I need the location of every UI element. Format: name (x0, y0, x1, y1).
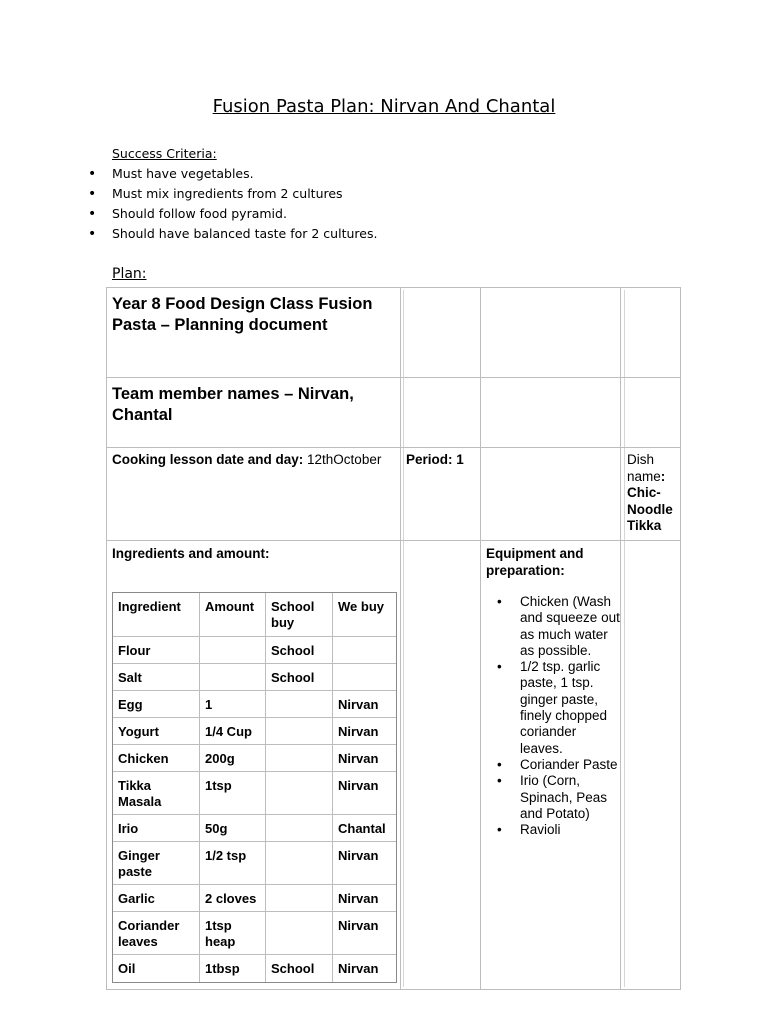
table-cell: 1tbsp (200, 955, 266, 982)
table-cell: 1/4 Cup (200, 718, 266, 745)
equipment-heading: Equipment and preparation: (486, 546, 584, 578)
table-cell: Ginger paste (113, 842, 200, 885)
column-header: We buy (333, 593, 396, 637)
cooking-date-value: 12thOctober (303, 452, 382, 467)
table-row (113, 745, 396, 772)
table-cell (200, 637, 266, 664)
equipment-item: • Coriander Paste (490, 757, 620, 773)
column-divider (624, 290, 625, 987)
table-cell: 1tsp (200, 772, 266, 815)
table-cell (266, 815, 333, 842)
success-criteria-heading: Success Criteria: (112, 146, 217, 161)
period: Period: 1 (406, 452, 464, 467)
table-cell: School (266, 664, 333, 691)
table-cell: 1/2 tsp (200, 842, 266, 885)
criteria-item: • Must have vegetables. (88, 166, 377, 186)
equipment-item: • Irio (Corn, Spinach, Peas and Potato) (490, 773, 620, 822)
team-members: Team member names – Nirvan, Chantal (112, 385, 354, 424)
table-cell (266, 772, 333, 815)
page-title: Fusion Pasta Plan: Nirvan And Chantal (212, 96, 556, 117)
table-row (113, 718, 396, 745)
table-row (113, 885, 396, 912)
column-header: Ingredient (113, 593, 200, 637)
dish-name: Dish name: Chic-Noodle Tikka (627, 452, 673, 533)
table-cell (266, 691, 333, 718)
column-header: Amount (200, 593, 266, 637)
table-cell: Nirvan (338, 961, 379, 976)
table-cell: Nirvan (333, 745, 396, 772)
row-divider (106, 447, 681, 448)
table-cell: 1 (200, 691, 266, 718)
equipment-item: • Chicken (Wash and squeeze out as much water as possible. (490, 594, 620, 659)
table-row (113, 691, 396, 718)
table-cell: Chicken (113, 745, 200, 772)
column-header: School buy (266, 593, 333, 637)
table-cell: Nirvan (333, 842, 396, 885)
table-header-row (113, 593, 396, 637)
row-divider (106, 377, 681, 378)
table-cell (266, 718, 333, 745)
table-cell: Flour (113, 637, 200, 664)
table-row (113, 842, 396, 885)
table-row (113, 637, 396, 664)
table-row (113, 815, 396, 842)
table-cell: Coriander leaves (113, 912, 200, 955)
table-cell: Garlic (113, 885, 200, 912)
table-cell: 200g (200, 745, 266, 772)
table-cell (266, 745, 333, 772)
ingredients-table (112, 592, 397, 983)
cooking-date (112, 452, 400, 469)
table-cell: Nirvan (333, 718, 396, 745)
table-cell (200, 664, 266, 691)
table-cell (266, 912, 333, 955)
dish-name-value: Chic-Noodle Tikka (627, 485, 673, 533)
column-divider (480, 287, 481, 990)
table-cell: Tikka Masala (113, 772, 200, 815)
success-criteria-list (88, 166, 377, 246)
equipment-item: • Ravioli (490, 822, 620, 838)
table-cell: School (266, 637, 333, 664)
column-divider (403, 290, 404, 987)
criteria-item: • Must mix ingredients from 2 cultures (88, 186, 377, 206)
table-cell: Nirvan (333, 691, 396, 718)
table-cell: Chantal (333, 815, 396, 842)
planning-doc-title: Year 8 Food Design Class Fusion Pasta – Planning document (112, 295, 373, 334)
table-cell: Salt (113, 664, 200, 691)
table-cell: Yogurt (113, 718, 200, 745)
table-cell: 50g (200, 815, 266, 842)
row-divider (106, 540, 681, 541)
equipment-item: • 1/2 tsp. garlic paste, 1 tsp. ginger paste, finely chopped coriander leaves. (490, 659, 620, 757)
table-cell (266, 885, 333, 912)
table-row (113, 912, 396, 955)
criteria-item: • Should follow food pyramid. (88, 206, 377, 226)
table-cell: Irio (113, 815, 200, 842)
criteria-item: • Should have balanced taste for 2 cultures. (88, 226, 377, 246)
ingredients-heading: Ingredients and amount: (112, 546, 270, 561)
table-cell: 1tsp heap (200, 912, 266, 955)
table-cell: 2 cloves (200, 885, 266, 912)
table-cell (333, 664, 396, 691)
table-cell (333, 637, 396, 664)
plan-heading: Plan: (112, 266, 147, 282)
cooking-date-label: Cooking lesson date and day: (112, 452, 304, 467)
table-cell: Egg (113, 691, 200, 718)
equipment-list (490, 594, 620, 838)
table-cell: Oil (113, 955, 200, 982)
table-cell: School (266, 955, 333, 982)
table-cell: Nirvan (333, 912, 396, 955)
column-divider (620, 287, 621, 990)
column-divider (400, 287, 401, 990)
dish-name-label: Dish name (627, 452, 661, 484)
table-cell: Nirvan (333, 885, 396, 912)
table-row (113, 955, 396, 982)
table-cell: Nirvan (333, 772, 396, 815)
table-row (113, 772, 396, 815)
table-row (113, 664, 396, 691)
table-cell (266, 842, 333, 885)
